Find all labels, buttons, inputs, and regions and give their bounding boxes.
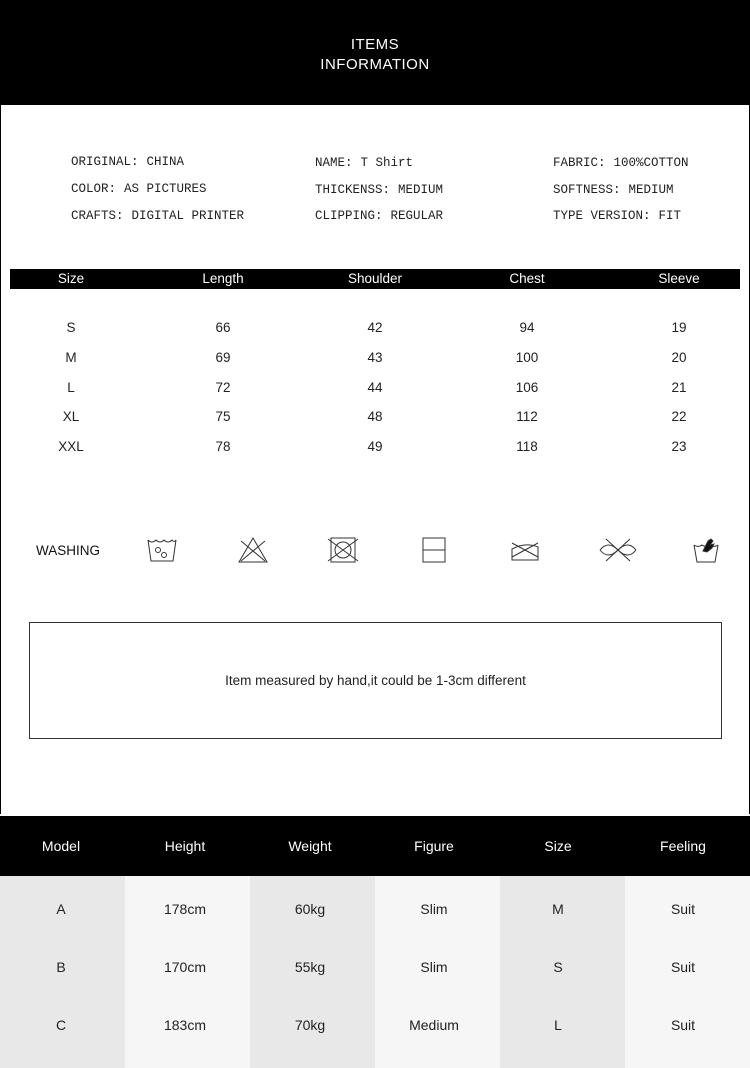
do-not-tumble-dry-icon xyxy=(327,535,359,565)
size-cell: L xyxy=(554,1017,562,1033)
height-cell: 178cm xyxy=(163,901,207,917)
length-cell: 75 xyxy=(215,409,231,424)
model-header-feeling: Feeling xyxy=(660,838,706,854)
model-header-model: Model xyxy=(41,838,81,854)
size-cell: M xyxy=(552,901,564,917)
info-type-version: TYPE VERSION: FIT xyxy=(553,209,682,223)
sleeve-cell: 23 xyxy=(671,439,687,454)
washing-label: WASHING xyxy=(36,543,100,558)
dry-flat-icon xyxy=(418,535,450,565)
header-title-line1: ITEMS xyxy=(350,36,400,53)
size-table-header xyxy=(10,269,740,289)
chest-cell: 106 xyxy=(515,380,539,395)
header-title-line2: INFORMATION xyxy=(320,56,430,73)
info-thickness: THICKENSS: MEDIUM xyxy=(315,183,444,197)
feeling-cell: Suit xyxy=(670,1017,696,1033)
size-cell: XXL xyxy=(58,439,84,454)
do-not-twist-icon xyxy=(598,535,638,565)
size-header-sleeve: Sleeve xyxy=(658,271,700,286)
do-not-bleach-icon xyxy=(237,535,269,565)
model-cell: B xyxy=(56,959,66,975)
figure-cell: Slim xyxy=(420,959,448,975)
feeling-cell: Suit xyxy=(670,959,696,975)
figure-cell: Medium xyxy=(409,1017,459,1033)
length-cell: 72 xyxy=(215,380,231,395)
info-fabric: FABRIC: 100%COTTON xyxy=(553,156,689,170)
sleeve-cell: 19 xyxy=(671,320,687,335)
wash-30-icon xyxy=(146,535,178,565)
height-cell: 183cm xyxy=(163,1017,207,1033)
size-header-chest: Chest xyxy=(509,271,545,286)
weight-cell: 60kg xyxy=(294,901,326,917)
sleeve-cell: 21 xyxy=(671,380,687,395)
size-cell: L xyxy=(67,380,75,395)
model-header-weight: Weight xyxy=(288,838,332,854)
chest-cell: 118 xyxy=(516,439,538,454)
size-cell: S xyxy=(66,320,76,335)
size-cell: XL xyxy=(62,409,80,424)
hand-wash-icon xyxy=(690,535,722,565)
shoulder-cell: 42 xyxy=(367,320,383,335)
size-header-shoulder: Shoulder xyxy=(347,271,403,286)
sleeve-cell: 20 xyxy=(671,350,687,365)
model-table-header xyxy=(0,816,750,876)
feeling-cell: Suit xyxy=(670,901,696,917)
model-cell: A xyxy=(56,901,66,917)
length-cell: 78 xyxy=(215,439,231,454)
info-softness: SOFTNESS: MEDIUM xyxy=(553,183,674,197)
sleeve-cell: 22 xyxy=(671,409,687,424)
info-color: COLOR: AS PICTURES xyxy=(71,182,207,196)
model-cell: C xyxy=(55,1017,67,1033)
size-header-length: Length xyxy=(202,271,244,286)
model-header-size: Size xyxy=(544,838,572,854)
model-header-height: Height xyxy=(164,838,206,854)
info-clipping: CLIPPING: REGULAR xyxy=(315,209,444,223)
size-cell: M xyxy=(65,350,77,365)
size-cell: S xyxy=(553,959,563,975)
height-cell: 170cm xyxy=(163,959,207,975)
model-header-figure: Figure xyxy=(414,838,454,854)
measurement-note-box xyxy=(29,622,722,739)
header-banner xyxy=(0,0,750,105)
info-original: ORIGINAL: CHINA xyxy=(71,155,185,169)
figure-cell: Slim xyxy=(420,901,448,917)
shoulder-cell: 49 xyxy=(367,439,383,454)
shoulder-cell: 48 xyxy=(367,409,383,424)
length-cell: 69 xyxy=(215,350,231,365)
chest-cell: 100 xyxy=(515,350,539,365)
chest-cell: 112 xyxy=(516,409,538,424)
size-header-size: Size xyxy=(57,271,85,286)
length-cell: 66 xyxy=(215,320,231,335)
weight-cell: 70kg xyxy=(294,1017,326,1033)
weight-cell: 55kg xyxy=(294,959,326,975)
measurement-note: Item measured by hand,it could be 1-3cm different xyxy=(225,673,526,688)
shoulder-cell: 43 xyxy=(367,350,383,365)
info-crafts: CRAFTS: DIGITAL PRINTER xyxy=(71,209,245,223)
info-name: NAME: T Shirt xyxy=(315,156,414,170)
iron-low-icon xyxy=(509,535,541,565)
shoulder-cell: 44 xyxy=(367,380,383,395)
chest-cell: 94 xyxy=(519,320,535,335)
